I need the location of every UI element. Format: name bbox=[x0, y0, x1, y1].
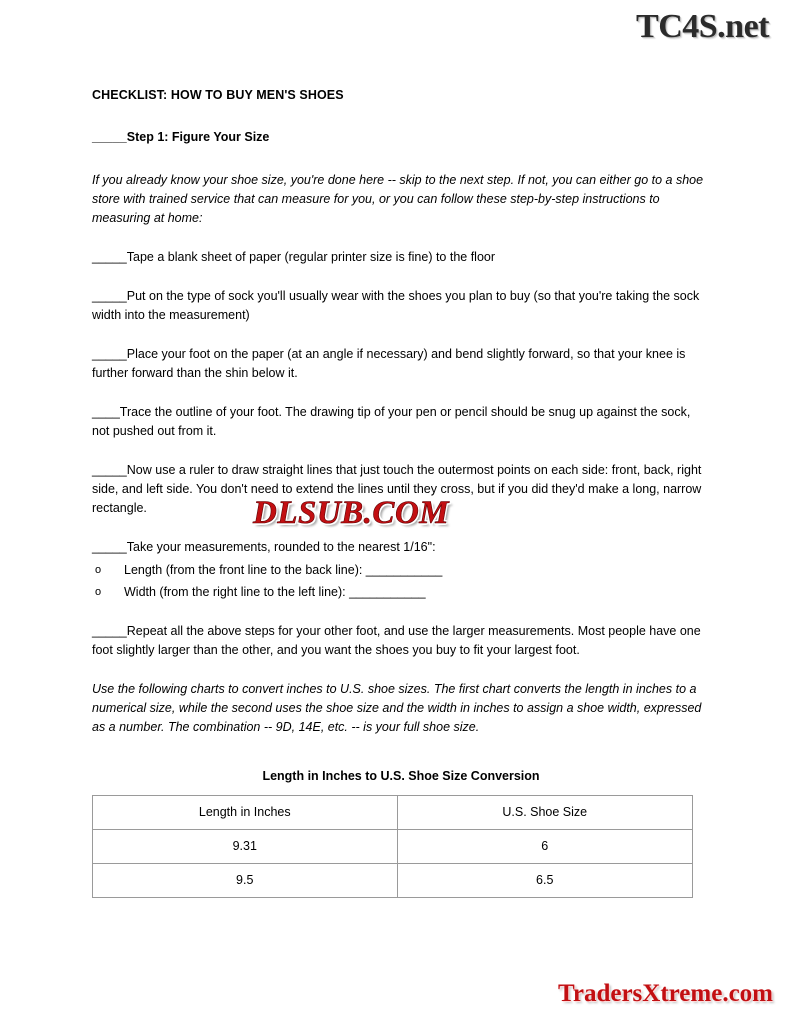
measurement-list bbox=[92, 560, 710, 602]
step-item-2: _____Put on the type of sock you'll usually wear with the shoes you plan to buy (so that you're taking the sock width into the measurement) bbox=[92, 289, 700, 322]
table-cell: 9.31 bbox=[93, 830, 398, 864]
repeat-step: _____Repeat all the above steps for your other foot, and use the larger measurements. Most people have one foot slightly larger than the other, and you want the shoes you buy to fit your largest foot. bbox=[92, 624, 701, 657]
table-row bbox=[93, 864, 693, 898]
step-item-4: ____Trace the outline of your foot. The drawing tip of your pen or pencil should be snug up against the sock, not pushed out from it. bbox=[92, 405, 691, 438]
step-item-5: _____Now use a ruler to draw straight lines that just touch the outermost points on each side: front, back, right side, and left side. You don't need to extend the lines until they cross, but if you did they'd make a long, narrow rectangle. bbox=[92, 463, 702, 515]
step-item-6: _____Take your measurements, rounded to the nearest 1/16": bbox=[92, 540, 436, 554]
charts-note: Use the following charts to convert inches to U.S. shoe sizes. The first chart converts the length in inches to a numerical size, while the second uses the shoe size and the width in inches to assign a shoe width, expressed as a number. The combination -- 9D, 14E, etc. -- is your full shoe size. bbox=[92, 682, 702, 734]
step-heading: _____Step 1: Figure Your Size bbox=[92, 130, 270, 144]
intro-paragraph: If you already know your shoe size, you're done here -- skip to the next step. If not, you can either go to a shoe store with trained service that can measure for you, or you can follow these step-by-step instructions to measuring at home: bbox=[92, 173, 704, 225]
top-right-watermark: TC4S.net bbox=[636, 8, 769, 45]
bottom-right-watermark: TradersXtreme.com bbox=[558, 980, 773, 1007]
table-cell: 6.5 bbox=[397, 864, 693, 898]
page-title: CHECKLIST: HOW TO BUY MEN'S SHOES bbox=[92, 88, 344, 102]
list-item: o Width (from the right line to the left line): ___________ bbox=[92, 582, 710, 602]
table-header-cell: U.S. Shoe Size bbox=[397, 796, 693, 830]
document-body bbox=[92, 86, 710, 898]
table-header-row bbox=[93, 796, 693, 830]
table-caption: Length in Inches to U.S. Shoe Size Conversion bbox=[262, 769, 540, 783]
table-cell: 9.5 bbox=[93, 864, 398, 898]
table-cell: 6 bbox=[397, 830, 693, 864]
conversion-table bbox=[92, 795, 693, 898]
list-item: o Length (from the front line to the back line): ___________ bbox=[92, 560, 710, 580]
table-row bbox=[93, 830, 693, 864]
table-header-cell: Length in Inches bbox=[93, 796, 398, 830]
step-item-3: _____Place your foot on the paper (at an angle if necessary) and bend slightly forward, so that your knee is further forward than the shin below it. bbox=[92, 347, 686, 380]
center-watermark: DLSUB.COM bbox=[253, 495, 450, 531]
step-item-1: _____Tape a blank sheet of paper (regular printer size is fine) to the floor bbox=[92, 250, 496, 264]
